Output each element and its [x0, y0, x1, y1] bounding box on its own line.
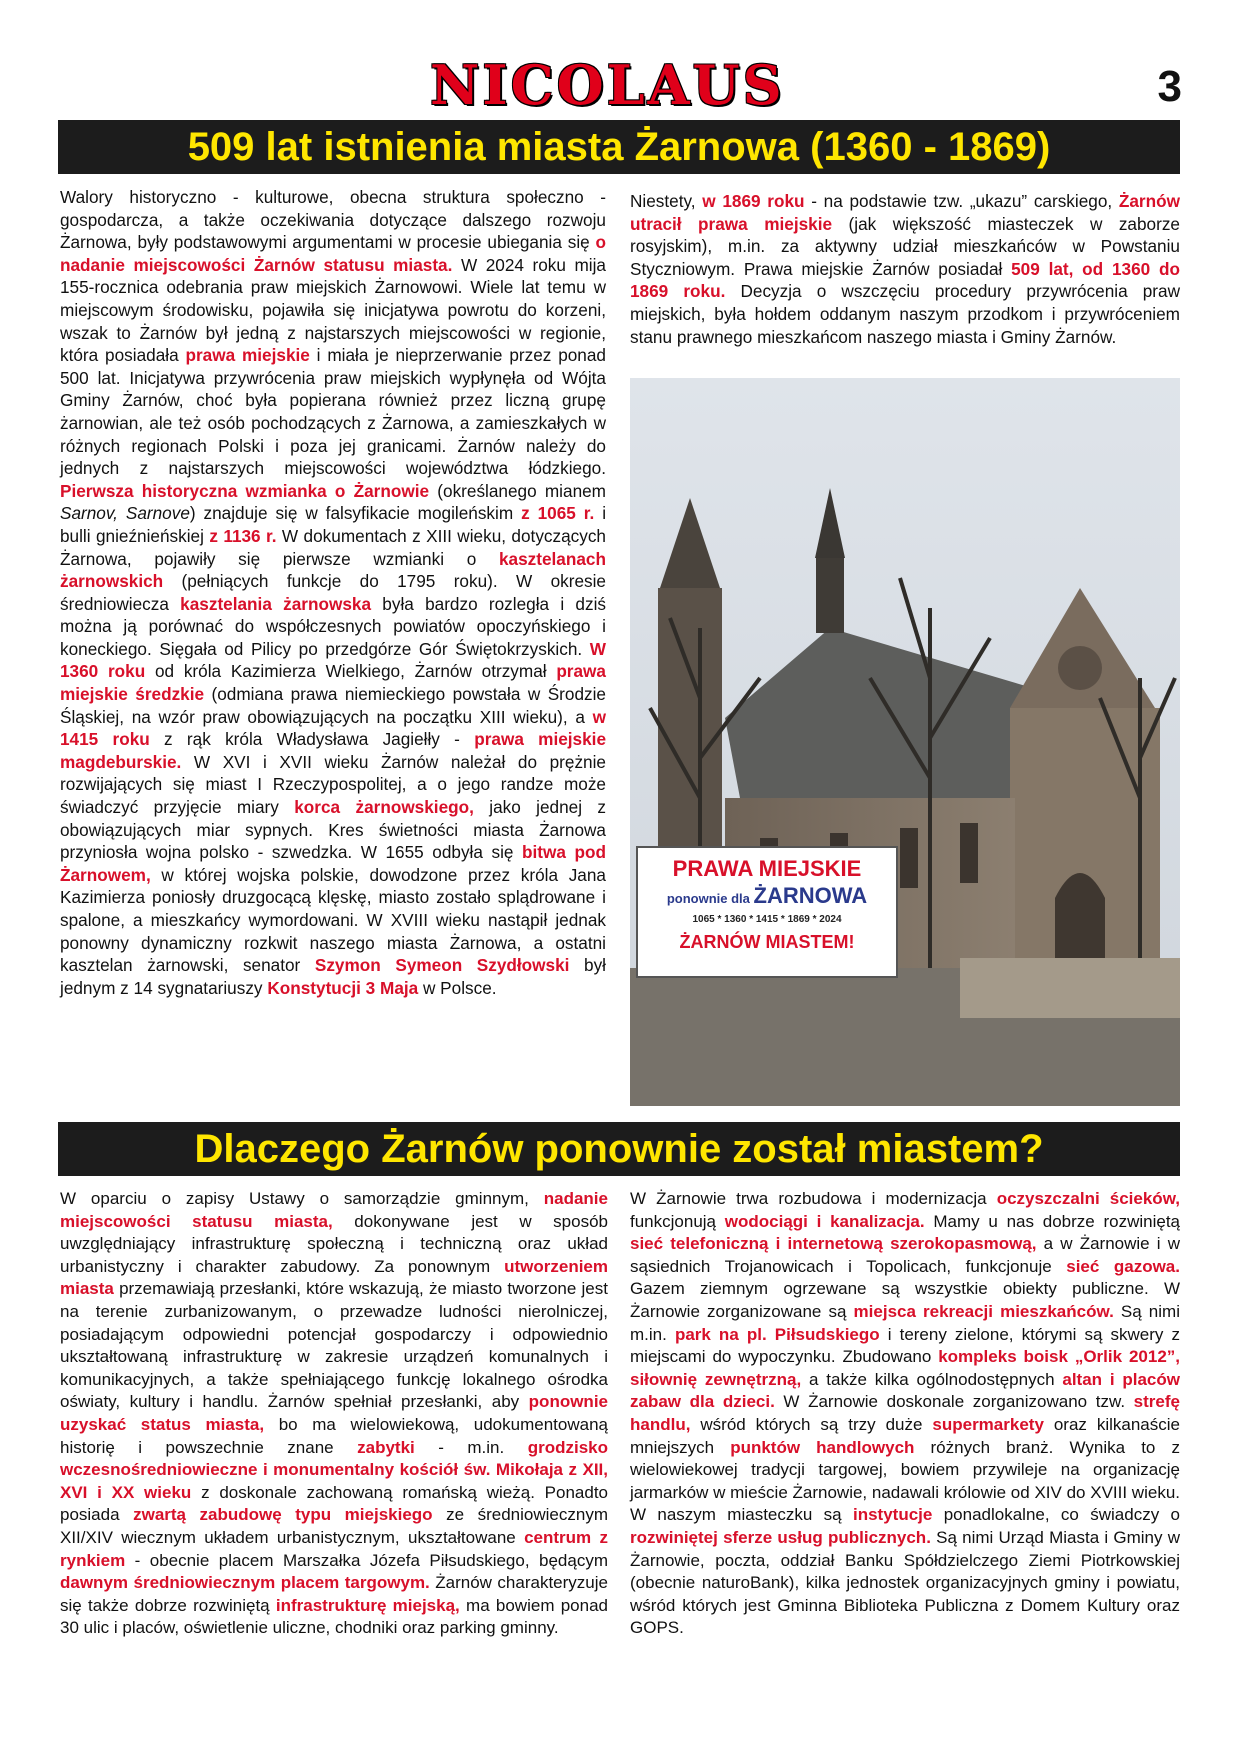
body-text: funkcjonują — [630, 1211, 725, 1231]
body-text: W Żarnowie doskonale zorganizowano tzw. — [774, 1392, 1134, 1412]
body-text: różnych branż. Wynika to z wielowiekowej tradycji targowej, bowiem przywileje na organizację jarmarków w mieście Żarnowie, nadawali królowie od XIV do XVIII wieku. W naszym miasteczku są — [630, 1437, 1180, 1525]
body-text: wśród których są trzy duże — [690, 1414, 933, 1434]
article1-col1-text — [60, 186, 606, 999]
body-text: Sarnov, Sarnove — [60, 503, 190, 524]
highlight-text: 509 lat, od 1360 do 1869 roku. — [630, 258, 1180, 302]
highlight-text: z 1136 r. — [209, 525, 277, 546]
body-text: jako jednej z obowiązujących miar sypnych. Kres świetności miasta Żarnowa przyniosła wojna polsko - szwedzka. W 1655 odbyła się — [60, 797, 607, 863]
body-text: - na podstawie tzw. „ukazu” carskiego, — [804, 191, 1119, 211]
body-text: W oparciu o zapisy Ustawy o samorządzie gminnym, — [60, 1189, 544, 1208]
highlight-text: bitwa pod Żarnowem, — [60, 842, 606, 885]
highlight-text: z 1065 r. — [521, 503, 595, 524]
article1-col2-text — [630, 190, 1180, 348]
article1-column1 — [60, 186, 606, 999]
highlight-text: punktów handlowych — [730, 1437, 915, 1457]
article2-col1-text — [60, 1188, 608, 1640]
body-text: i tereny zielone, którymi są skwery z miejscami do wypoczynku. Zbudowano — [630, 1324, 1180, 1367]
body-text: w Polsce. — [418, 977, 497, 998]
body-text: ) znajduje się w falsyfikacie mogileńskim — [189, 503, 522, 524]
highlight-text: korca żarnowskiego, — [294, 797, 474, 818]
body-text: Niestety, — [630, 191, 703, 211]
body-text: - obecnie placem Marszałka Józefa Piłsudskiego, będącym — [125, 1550, 608, 1570]
highlight-text: altan i placów zabaw dla dzieci. — [630, 1369, 1180, 1412]
article1-title: 509 lat istnienia miasta Żarnowa (1360 - 1869) — [58, 120, 1180, 174]
body-text: W Żarnowie trwa rozbudowa i modernizacja — [630, 1189, 997, 1208]
highlight-text: W 1360 roku — [60, 638, 606, 682]
body-text: Decyzja o wszczęciu procedury przywrócenia praw miejskich, była hołdem oddanym naszym przodkom i przywróceniem stanu prawnego mieszkańcom naszego miasta i Gminy Żarnów. — [630, 281, 1181, 347]
highlight-text: utworzeniem miasta — [60, 1256, 608, 1299]
body-text: (jak większość miasteczek w zaborze rosyjskim), m.in. za aktywny udział mieszkańców w Powstaniu Styczniowym. Prawa miejskie Żarnów posiadał — [630, 213, 1180, 279]
body-text: (odmiana prawa niemieckiego powstała w Środzie Śląskiej, na wzór praw obowiązujących na początku XIII wieku), a — [60, 684, 606, 727]
highlight-text: park na pl. Piłsudskiego — [674, 1324, 880, 1344]
highlight-text: Konstytucji 3 Maja — [267, 977, 419, 998]
body-text: Mamy u nas dobrze rozwiniętą — [924, 1211, 1180, 1231]
highlight-text: nadanie miejscowości statusu miasta, — [60, 1189, 608, 1231]
highlight-text: oczyszczalni ścieków, — [996, 1189, 1181, 1208]
highlight-text: prawa miejskie — [185, 345, 310, 366]
highlight-text: sieć telefoniczną i internetową szerokopasmową, — [630, 1234, 1037, 1254]
highlight-text: o nadanie miejscowości Żarnów statusu miasta. — [60, 232, 606, 275]
highlight-text: wodociągi i kanalizacja. — [724, 1211, 925, 1231]
highlight-text: w 1869 roku — [702, 191, 805, 211]
body-text: a w Żarnowie i w sąsiednich Trojanowicach i Topolicach, funkcjonuje — [630, 1234, 1180, 1276]
body-text: W 2024 roku mija 155-rocznica odebrania praw miejskich Żarnowowi. Wiele lat temu w miejscowym środowisku, pojawiła się inicjatywa powrotu do korzeni, wszak to Żarnów był jedną z najstarszych miejscowości w regionie, która posiadała — [60, 254, 606, 366]
body-text: Żarnów charakteryzuje się także dobrze rozwiniętą — [60, 1573, 608, 1615]
highlight-text: Żarnów utracił prawa miejskie — [630, 191, 1180, 234]
body-text: i bulli gnieźnieńskiej — [60, 503, 607, 546]
highlight-text: kasztelania żarnowska — [180, 593, 372, 614]
article2-title: Dlaczego Żarnów ponownie został miastem? — [58, 1122, 1180, 1176]
body-text: Gazem ziemnym ogrzewane są wszystkie obiekty publiczne. W Żarnowie zorganizowane są — [630, 1279, 1180, 1321]
article1-column2 — [630, 190, 1180, 348]
body-text: oraz kilkanaście mniejszych — [630, 1414, 1180, 1457]
body-text: bo ma wielowiekową, udokumentowaną historię i powszechnie znane — [60, 1414, 608, 1457]
sign-line2b: ŻARNOWA — [753, 883, 868, 908]
body-text: przemawiają przesłanki, które wskazują, że miasto tworzone jest na terenie zurbanizowanym, o przewadze ludności nierolniczej, posiadającym odpowiedni potencjał gospodarczy i odpowiednio ukształtowaną infrastrukturę w zakresie urządzeń komunalnych i komunikacyjnych, a także spełniającego funkcję lokalnego ośrodka oświaty, kultury i handlu. Żarnów spełniał przesłanki, aby — [60, 1279, 608, 1412]
highlight-text: zabytki — [357, 1437, 415, 1457]
body-text: w której wojska polskie, dowodzone przez króla Jana Kazimierza poniosły druzgocącą klęskę, miasto zostało splądrowane i spalone, a mieszkańcy wymordowani. W XVIII wieku nastąpił jednak ponowny dynamiczny rozkwit naszego miasta Żarnowa, a ostatni kasztelan żarnowski, senator — [60, 864, 606, 976]
body-text: ze średniowiecznym XII/XIV wiecznym układem urbanistycznym, ukształtowane — [60, 1505, 608, 1547]
church-photo — [630, 378, 1180, 1106]
newspaper-logo: NICOLAUS — [430, 53, 785, 117]
banner-sign — [636, 846, 898, 978]
body-text: była bardzo rozległa i dziś można ją porównać do współczesnych powiatów opoczyńskiego i koneckiego. Sięgała od Pilicy po przedgórze Gór Świętokrzyskich. — [60, 593, 606, 659]
highlight-text: prawa miejskie magdeburskie. — [60, 729, 607, 772]
body-text: ma bowiem ponad 30 ulic i placów, oświetlenie uliczne, chodniki oraz parking gminny. — [60, 1595, 608, 1638]
body-text: ponadlokalne, co świadczy o — [932, 1505, 1180, 1525]
highlight-text: grodzisko wczesnośredniowieczne i monumentalny kościół św. Mikołaja z XII, XVI i XX wieku — [60, 1437, 608, 1502]
highlight-text: kompleks boisk „Orlik 2012”, siłownię zewnętrzną, — [630, 1347, 1181, 1389]
sign-line4: ŻARNÓW MIASTEM! — [679, 932, 855, 952]
body-text: Są nimi Urząd Miasta i Gminy w Żarnowie, poczta, oddział Banku Spółdzielczego Ziemi Piotrkowskiej (obecnie naturoBank), kilka jednostek organizacyjnych gminy i powiatu, wśród których jest Gminna Biblioteka Publiczna z Domem Kultury oraz GOPS. — [630, 1527, 1180, 1638]
sign-line2a: ponownie dla — [666, 891, 750, 906]
body-text: i miała je nieprzerwanie przez ponad 500 lat. Inicjatywa przywrócenia praw miejskich wypłynęła od Wójta Gminy Żarnów, choć była popierana również przez liczną grupę żarnowian, ale też osób pochodzących z Żarnowa, a zamieszkałych w różnych regionach Polski i poza jej granicami. Żarnów należy do jednych z najstarszych miejscowości województwa łódzkiego. — [60, 345, 606, 479]
article2-column2 — [630, 1188, 1180, 1640]
highlight-text: supermarkety — [932, 1414, 1044, 1434]
highlight-text: zwartą zabudowę typu miejskiego — [133, 1505, 433, 1525]
highlight-text: dawnym średniowiecznym placem targowym. — [60, 1573, 430, 1593]
body-text: od króla Kazimierza Wielkiego, Żarnów otrzymał — [145, 661, 557, 682]
body-text: dokonywane jest w sposób uwzględniający infrastrukturę społeczną i techniczną oraz układ urbanistyczny i charakter zabudowy. Za ponownym — [60, 1211, 609, 1276]
body-text: z doskonale zachowaną romańską wieżą. Ponadto posiada — [60, 1482, 608, 1525]
body-text: (określanego mianem — [429, 480, 606, 501]
body-text: a także kilka ogólnodostępnych — [801, 1369, 1063, 1389]
highlight-text: infrastrukturę miejską, — [275, 1595, 460, 1615]
body-text: W XVI i XVII wieku Żarnów należał do prężnie rozwijających się miast I Rzeczypospolitej, a o jego randze może świadczyć przyjęcie miary — [60, 751, 606, 818]
body-text: W dokumentach z XIII wieku, dotyczących Żarnowa, pojawiły się pierwsze wzmianki o — [60, 525, 606, 569]
highlight-text: rozwiniętej sferze usług publicznych. — [630, 1527, 931, 1547]
highlight-text: prawa miejskie średzkie — [60, 661, 606, 705]
highlight-text: strefę handlu, — [630, 1392, 1180, 1434]
page-number: 3 — [1157, 62, 1182, 111]
body-text: Są nimi m.in. — [630, 1301, 1180, 1344]
highlight-text: instytucje — [853, 1505, 933, 1525]
article2-column1 — [60, 1188, 608, 1640]
body-text: Walory historyczno - kulturowe, obecna struktura społeczno - gospodarcza, a także oczekiwania dotyczące dalszego rozwoju Żarnowa, były podstawowymi argumentami w procesie ubiegania się — [60, 187, 606, 253]
highlight-text: ponownie uzyskać status miasta, — [60, 1392, 608, 1434]
highlight-text: w 1415 roku — [60, 706, 606, 750]
highlight-text: Szymon Symeon Szydłowski — [314, 955, 570, 976]
body-text: - m.in. — [414, 1437, 528, 1457]
sign-line1: PRAWA MIEJSKIE — [672, 856, 862, 881]
body-text: z rąk króla Władysława Jagiełły - — [149, 729, 475, 750]
body-text: był jednym z 14 sygnatariuszy — [60, 955, 607, 998]
body-text: (pełniących funkcje do 1795 roku). W okresie średniowiecza — [60, 571, 606, 614]
highlight-text: miejsca rekreacji mieszkańców. — [853, 1301, 1114, 1321]
highlight-text: kasztelanach żarnowskich — [60, 548, 606, 592]
highlight-text: Pierwsza historyczna wzmianka o Żarnowie — [60, 480, 430, 501]
article2-col2-text — [630, 1188, 1180, 1640]
highlight-text: sieć gazowa. — [1066, 1256, 1180, 1276]
sign-line3: 1065 * 1360 * 1415 * 1869 * 2024 — [692, 914, 842, 925]
highlight-text: centrum z rynkiem — [60, 1527, 608, 1570]
masthead — [0, 53, 1240, 117]
